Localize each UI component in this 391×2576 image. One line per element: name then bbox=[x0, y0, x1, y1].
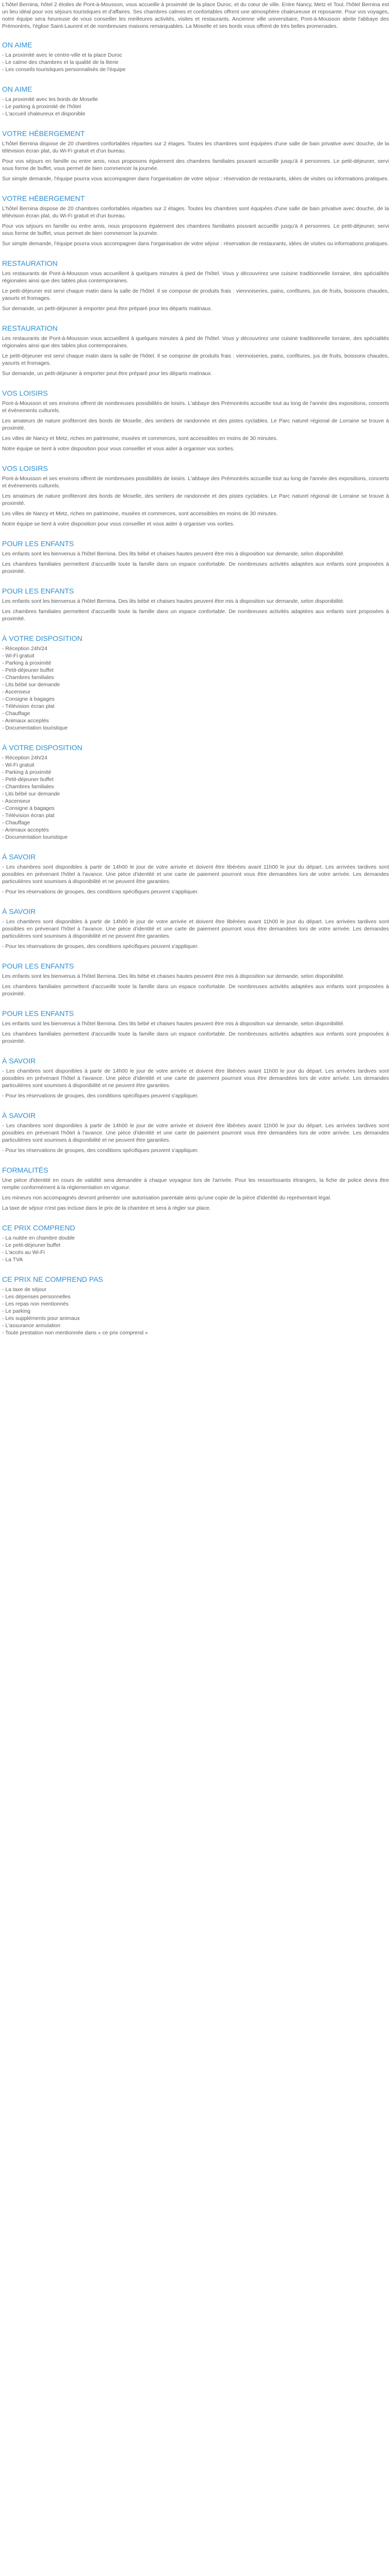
list-item: - L'accueil chaleureux et disponible bbox=[2, 111, 86, 117]
list-item: - Petit-déjeuner buffet bbox=[2, 668, 54, 673]
list-item: - Le parking bbox=[2, 1309, 30, 1314]
section-paragraph: Sur simple demande, l'équipe pourra vous accompagner dans l'organisation de votre séjour : réservation de restaurants, idées de visites ou informations pratiques. bbox=[2, 176, 389, 182]
section-paragraph: - Pour les réservations de groupes, des conditions spécifiques peuvent s'appliquer. bbox=[2, 889, 199, 895]
section-paragraph: Les villes de Nancy et Metz, riches en patrimoine, musées et commerces, sont accessibles en moins de 30 minutes. bbox=[2, 436, 278, 442]
section-heading-restauration: RESTAURATION bbox=[2, 324, 58, 332]
list-item: - La nuitée en chambre double bbox=[2, 1235, 75, 1241]
list-item: - Le petit-déjeuner buffet bbox=[2, 1243, 61, 1248]
section-paragraph: Sur demande, un petit-déjeuner à emporter peut être préparé pour les départs matinaux. bbox=[2, 371, 213, 377]
list-item: - Chambres familiales bbox=[2, 784, 54, 790]
section-paragraph: Une pièce d'identité en cours de validité sera demandée à chaque voyageur lors de l'arrivée. Pour les ressortissants étrangers, la fiche de police devra être remplie conformément à la réglementation en vigueur. bbox=[2, 1178, 389, 1191]
section-paragraph: Les enfants sont les bienvenus à l'hôtel Bernina. Des lits bébé et chaises hautes peuvent être mis à disposition sur demande, selon disponibilité. bbox=[2, 599, 345, 604]
list-item: - Les dépenses personnelles bbox=[2, 1294, 71, 1300]
list-item: - La TVA bbox=[2, 1257, 23, 1263]
list-item: - L'accès au Wi-Fi bbox=[2, 1250, 45, 1256]
section-heading-on-aime: ON AIME bbox=[2, 41, 32, 49]
section-list bbox=[2, 1286, 389, 1337]
section-paragraph: Pont-à-Mousson et ses environs offrent de nombreuses possibilités de loisirs. L'abbaye des Prémontrés accueille tout au long de l'année des expositions, concerts et événements culturels. bbox=[2, 401, 389, 414]
section-paragraph: - Les chambres sont disponibles à partir de 14h00 le jour de votre arrivée et doivent être libérées avant 11h00 le jour du départ. Les arrivées tardives sont possibles en prévenant l'hôtel à l'avance. Une pièce d'identité et une carte de paiement pourront vous être demandées lors de votre arrivée. Les demandes particulières sont soumises à disponibilité et ne peuvent être garanties. bbox=[2, 1069, 389, 1089]
list-item: - Les conseils touristiques personnalisés de l'équipe bbox=[2, 67, 126, 73]
section-heading-restauration: RESTAURATION bbox=[2, 259, 58, 267]
section-paragraph: Les enfants sont les bienvenus à l'hôtel Bernina. Des lits bébé et chaises hautes peuvent être mis à disposition sur demande, selon disponibilité. bbox=[2, 974, 345, 979]
section-paragraph: Les mineurs non accompagnés devront présenter une autorisation parentale ainsi qu'une copie de la pièce d'identité du représentant légal. bbox=[2, 1195, 332, 1201]
section-paragraph: Les enfants sont les bienvenus à l'hôtel Bernina. Des lits bébé et chaises hautes peuvent être mis à disposition sur demande, selon disponibilité. bbox=[2, 551, 345, 557]
section-paragraph: - Les chambres sont disponibles à partir de 14h00 le jour de votre arrivée et doivent être libérées avant 11h00 le jour du départ. Les arrivées tardives sont possibles en prévenant l'hôtel à l'avance. Une pièce d'identité et une carte de paiement pourront vous être demandées lors de votre arrivée. Les demandes particulières sont soumises à disponibilité et ne peuvent être garanties. bbox=[2, 865, 389, 885]
section-paragraph: - Pour les réservations de groupes, des conditions spécifiques peuvent s'appliquer. bbox=[2, 1093, 199, 1099]
section-paragraph: Les chambres familiales permettent d'accueillir toute la famille dans un espace confortable. De nombreuses activités adaptées aux enfants sont proposées à proximité. bbox=[2, 984, 389, 997]
section-paragraph: - Les chambres sont disponibles à partir de 14h00 le jour de votre arrivée et doivent être libérées avant 11h00 le jour du départ. Les arrivées tardives sont possibles en prévenant l'hôtel à l'avance. Une pièce d'identité et une carte de paiement pourront vous être demandées lors de votre arrivée. Les demandes particulières sont soumises à disponibilité et ne peuvent être garanties. bbox=[2, 919, 389, 939]
section-paragraph: Le petit-déjeuner est servi chaque matin dans la salle de l'hôtel. Il se compose de produits frais : viennoiseries, pains, confitures, jus de fruits, boissons chaudes, yaourts et fromages. bbox=[2, 289, 389, 301]
section-heading-a-savoir: À SAVOIR bbox=[2, 1057, 36, 1065]
list-item: - Télévision écran plat bbox=[2, 704, 55, 709]
list-item: - Petit-déjeuner buffet bbox=[2, 777, 54, 783]
list-item: - Les repas non mentionnés bbox=[2, 1301, 69, 1307]
section-heading-ce-prix-comprend: CE PRIX COMPREND bbox=[2, 1224, 75, 1232]
section-paragraph: Pour vos séjours en famille ou entre amis, nous proposons également des chambres familiales pouvant accueillir jusqu'à 4 personnes. Le petit-déjeuner, servi sous forme de buffet, vous permet de bien commencer la journée. bbox=[2, 224, 389, 236]
section-heading-pour-les-enfants: POUR LES ENFANTS bbox=[2, 1009, 74, 1018]
list-item: - La taxe de séjour bbox=[2, 1287, 47, 1293]
section-heading-vos-loisirs: VOS LOISIRS bbox=[2, 464, 48, 472]
list-item: - Wi-Fi gratuit bbox=[2, 762, 35, 768]
section-list bbox=[2, 52, 389, 74]
section-paragraph: Sur demande, un petit-déjeuner à emporter peut être préparé pour les départs matinaux. bbox=[2, 306, 213, 312]
section-list bbox=[2, 1235, 389, 1264]
section-paragraph: Les villes de Nancy et Metz, riches en patrimoine, musées et commerces, sont accessibles en moins de 30 minutes. bbox=[2, 511, 278, 517]
section-heading-votre-hebergement: VOTRE HÉBERGEMENT bbox=[2, 194, 85, 202]
section-heading-a-votre-disposition: À VOTRE DISPOSITION bbox=[2, 634, 83, 642]
section-heading-a-savoir: À SAVOIR bbox=[2, 1111, 36, 1120]
list-item: - Consigne à bagages bbox=[2, 697, 55, 702]
section-heading-vos-loisirs: VOS LOISIRS bbox=[2, 389, 48, 397]
list-item: - Lits bébé sur demande bbox=[2, 682, 60, 688]
section-list bbox=[2, 646, 389, 732]
section-paragraph: - Pour les réservations de groupes, des conditions spécifiques peuvent s'appliquer. bbox=[2, 944, 199, 950]
section-paragraph: Les restaurants de Pont-à-Mousson vous accueillent à quelques minutes à pied de l'hôtel. Vous y découvrirez une cuisine traditionnelle lorraine, des spécialités régionales ainsi que des tables plus contemporaines. bbox=[2, 336, 389, 349]
section-paragraph: Sur simple demande, l'équipe pourra vous accompagner dans l'organisation de votre séjour : réservation de restaurants, idées de visites ou informations pratiques. bbox=[2, 241, 389, 247]
section-paragraph: - Pour les réservations de groupes, des conditions spécifiques peuvent s'appliquer. bbox=[2, 1148, 199, 1154]
list-item: - Lits bébé sur demande bbox=[2, 791, 60, 797]
section-heading-a-savoir: À SAVOIR bbox=[2, 907, 36, 916]
list-item: - Ascenseur bbox=[2, 799, 30, 804]
list-item: - Le parking à proximité de l'hôtel bbox=[2, 104, 81, 110]
list-item: - Animaux acceptés bbox=[2, 827, 49, 833]
section-paragraph: Pour vos séjours en famille ou entre amis, nous proposons également des chambres familiales pouvant accueillir jusqu'à 4 personnes. Le petit-déjeuner, servi sous forme de buffet, vous permet de bien commencer la journée. bbox=[2, 159, 389, 172]
section-list bbox=[2, 96, 389, 118]
list-item: - La proximité avec le centre-ville et la place Duroc bbox=[2, 53, 122, 58]
list-item: - Toute prestation non mentionnée dans « ce prix comprend » bbox=[2, 1330, 148, 1336]
list-item: - Chauffage bbox=[2, 711, 30, 717]
section-heading-pour-les-enfants: POUR LES ENFANTS bbox=[2, 962, 74, 970]
section-heading-ce-prix-ne-comprend-pas: CE PRIX NE COMPREND PAS bbox=[2, 1275, 103, 1283]
section-heading-a-savoir: À SAVOIR bbox=[2, 853, 36, 861]
section-heading-votre-hebergement: VOTRE HÉBERGEMENT bbox=[2, 129, 85, 138]
list-item: - Les suppléments pour animaux bbox=[2, 1316, 80, 1321]
section-paragraph: Notre équipe se tient à votre disposition pour vous conseiller et vous aider à organiser vos sorties. bbox=[2, 446, 235, 452]
section-list bbox=[2, 755, 389, 841]
section-paragraph: Les amateurs de nature profiteront des bords de Moselle, des sentiers de randonnée et des pistes cyclables. Le Parc naturel régional de Lorraine se trouve à proximité. bbox=[2, 418, 389, 431]
list-item: - Animaux acceptés bbox=[2, 718, 49, 724]
list-item: - Chauffage bbox=[2, 820, 30, 826]
section-paragraph: La taxe de séjour n'est pas incluse dans le prix de la chambre et sera à régler sur place. bbox=[2, 1206, 211, 1211]
list-item: - Télévision écran plat bbox=[2, 813, 55, 819]
section-paragraph: Pont-à-Mousson et ses environs offrent de nombreuses possibilités de loisirs. L'abbaye des Prémontrés accueille tout au long de l'année des expositions, concerts et événements culturels. bbox=[2, 476, 389, 489]
list-item: - Réception 24h/24 bbox=[2, 646, 47, 652]
list-item: - Parking à proximité bbox=[2, 770, 52, 775]
list-item: - Parking à proximité bbox=[2, 660, 52, 666]
section-paragraph: - Les chambres sont disponibles à partir de 14h00 le jour de votre arrivée et doivent être libérées avant 11h00 le jour du départ. Les arrivées tardives sont possibles en prévenant l'hôtel à l'avance. Une pièce d'identité et une carte de paiement pourront vous être demandées lors de votre arrivée. Les demandes particulières sont soumises à disponibilité et ne peuvent être garanties. bbox=[2, 1123, 389, 1143]
section-paragraph: Les enfants sont les bienvenus à l'hôtel Bernina. Des lits bébé et chaises hautes peuvent être mis à disposition sur demande, selon disponibilité. bbox=[2, 1021, 345, 1027]
list-item: - La proximité avec les bords de Moselle bbox=[2, 97, 98, 103]
list-item: - Consigne à bagages bbox=[2, 806, 55, 811]
section-paragraph: Les amateurs de nature profiteront des bords de Moselle, des sentiers de randonnée et des pistes cyclables. Le Parc naturel régional de Lorraine se trouve à proximité. bbox=[2, 494, 389, 506]
list-item: - Documentation touristique bbox=[2, 835, 68, 840]
section-paragraph: Notre équipe se tient à votre disposition pour vous conseiller et vous aider à organiser vos sorties. bbox=[2, 521, 235, 527]
section-paragraph: Les chambres familiales permettent d'accueillir toute la famille dans un espace confortable. De nombreuses activités adaptées aux enfants sont proposées à proximité. bbox=[2, 609, 389, 622]
section-heading-formalites: FORMALITÉS bbox=[2, 1166, 48, 1174]
section-paragraph: Le petit-déjeuner est servi chaque matin dans la salle de l'hôtel. Il se compose de produits frais : viennoiseries, pains, confitures, jus de fruits, boissons chaudes, yaourts et fromages. bbox=[2, 353, 389, 366]
list-item: - Wi-Fi gratuit bbox=[2, 653, 35, 659]
list-item: - Le calme des chambres et la qualité de la literie bbox=[2, 60, 119, 65]
section-heading-a-votre-disposition: À VOTRE DISPOSITION bbox=[2, 743, 83, 752]
section-heading-pour-les-enfants: POUR LES ENFANTS bbox=[2, 587, 74, 595]
section-heading-on-aime: ON AIME bbox=[2, 85, 32, 93]
list-item: - Documentation touristique bbox=[2, 725, 68, 731]
section-paragraph: Les restaurants de Pont-à-Mousson vous accueillent à quelques minutes à pied de l'hôtel. Vous y découvrirez une cuisine traditionnelle lorraine, des spécialités régionales ainsi que des tables plus contemporaines. bbox=[2, 271, 389, 284]
section-paragraph: Les chambres familiales permettent d'accueillir toute la famille dans un espace confortable. De nombreuses activités adaptées aux enfants sont proposées à proximité. bbox=[2, 1031, 389, 1044]
section-heading-pour-les-enfants: POUR LES ENFANTS bbox=[2, 539, 74, 548]
section-paragraph: L'hôtel Bernina dispose de 20 chambres confortables réparties sur 2 étages. Toutes les chambres sont équipées d'une salle de bain privative avec douche, de la télévision écran plat, du Wi-Fi gratuit et d'un bureau. bbox=[2, 141, 389, 154]
list-item: - Ascenseur bbox=[2, 689, 30, 695]
list-item: - Réception 24h/24 bbox=[2, 755, 47, 761]
section-paragraph: L'hôtel Bernina dispose de 20 chambres confortables réparties sur 2 étages. Toutes les chambres sont équipées d'une salle de bain privative avec douche, de la télévision écran plat, du Wi-Fi gratuit et d'un bureau. bbox=[2, 206, 389, 219]
section-paragraph: Les chambres familiales permettent d'accueillir toute la famille dans un espace confortable. De nombreuses activités adaptées aux enfants sont proposées à proximité. bbox=[2, 562, 389, 574]
list-item: - L'assurance annulation bbox=[2, 1323, 60, 1329]
list-item: - Chambres familiales bbox=[2, 675, 54, 681]
intro-paragraph: L'hôtel Bernina, hôtel 2 étoiles de Pont-à-Mousson, vous accueille à proximité de la place Duroc, et du cœur de ville. Entre Nancy, Metz et Toul, l'hôtel Bernina est un lieu idéal pour vos séjours touristiques et d'affaires. Ses chambres calmes et confortables offrent une atmosphère chaleureuse et reposante. Pour vos voyages, notre équipe sera heureuse de vous conseiller les meilleures activités, visites et restaurants. Ancienne ville universitaire, Pont-à-Mousson abrite l'abbaye des Prémontrés, l'église Saint-Laurent et de nombreuses maisons remarquables. La Moselle et ses bords vous offrent de très belles promenades. bbox=[2, 2, 389, 29]
